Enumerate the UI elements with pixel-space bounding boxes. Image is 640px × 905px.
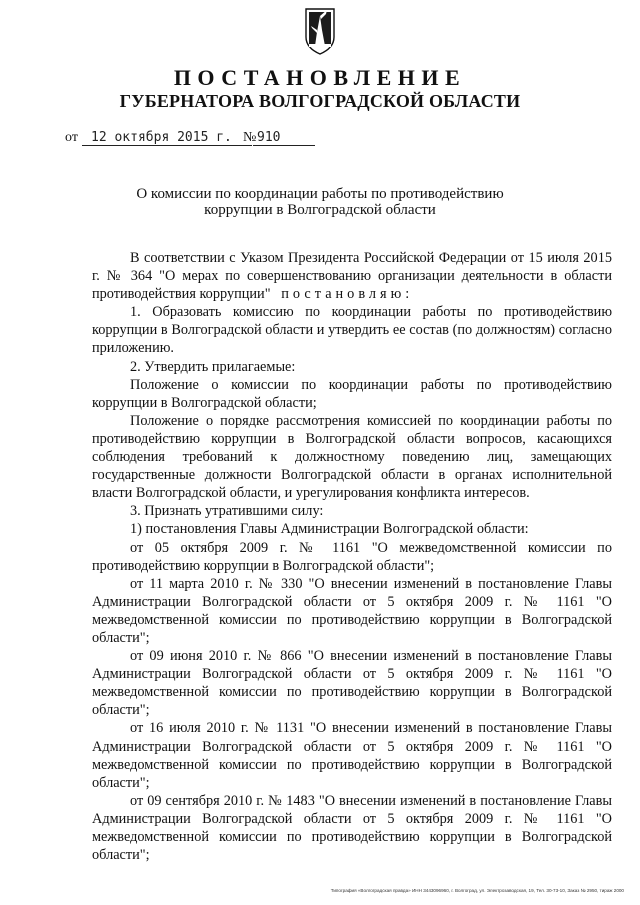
paragraph: от 09 сентября 2010 г. № 1483 "О внесении изменений в постановление Главы Администрации Волгоградской области от 5 октября 2009 г. № 1161 "О межведомственной комиссии по противодействию коррупции в Волгоградской области"; (92, 792, 612, 864)
document-title (0, 186, 640, 218)
document-body (92, 249, 612, 864)
document-type-title: ПОСТАНОВЛЕНИЕ (173, 65, 467, 90)
preamble-text: В соответствии с Указом Президента Российской Федерации от 15 июля 2015 г. № 364 "О мерах по совершенствованию организации деятельности в области противодействия коррупции" (92, 250, 612, 303)
number-label: № (243, 130, 257, 145)
paragraph: от 09 июня 2010 г. № 866 "О внесении изменений в постановление Главы Администрации Волгоградской области от 5 октября 2009 г. № 1161 "О межведомственной комиссии по противодействию коррупции в Волгоградской области"; (92, 648, 612, 719)
paragraph: от 05 октября 2009 г. № 1161 "О межведомственной комиссии по противодействию коррупции в Волгоградской области"; (92, 539, 612, 574)
date-value: 12 октября 2015 г. (91, 130, 232, 145)
paragraph-preamble (92, 249, 612, 303)
date-label: от (65, 130, 78, 145)
number-value: 910 (257, 130, 281, 145)
paragraph: от 16 июля 2010 г. № 1131 "О внесении изменений в постановление Главы Администрации Волгоградской области от 5 октября 2009 г. № 1161 "О межведомственной комиссии по противодействию коррупции в Волгоградской области"; (92, 720, 612, 791)
document-title-line: О комиссии по координации работы по противодействию (136, 186, 504, 202)
number-underline (253, 145, 315, 146)
paragraph: 1. Образовать комиссию по координации работы по противодействию коррупции в Волгоградской области и утвердить ее состав (по должностям) согласно приложению. (92, 304, 612, 357)
document-title-line: коррупции в Волгоградской области (204, 202, 436, 218)
paragraph: 1) постановления Главы Администрации Волгоградской области: (130, 521, 529, 538)
paragraph: Положение о комиссии по координации работы по противодействию коррупции в Волгоградской области; (92, 376, 612, 411)
paragraph: 3. Признать утратившими силу: (130, 503, 324, 520)
issuer-subtitle: ГУБЕРНАТОРА ВОЛГОГРАДСКОЙ ОБЛАСТИ (119, 91, 521, 111)
preamble-keyword: постановляю: (281, 286, 414, 303)
coat-of-arms-icon (303, 6, 337, 56)
date-underline (82, 145, 252, 146)
paragraph: 2. Утвердить прилагаемые: (130, 358, 296, 375)
paragraph: от 11 марта 2010 г. № 330 "О внесении изменений в постановление Главы Администрации Волгоградской области от 5 октября 2009 г. № 1161 "О межведомственной комиссии по противодействию коррупции в Волгоградской области"; (92, 575, 612, 646)
paragraph: Положение о порядке рассмотрения комиссией по координации работы по противодействию коррупции в Волгоградской области вопросов, касающихся соблюдения требований к должностному поведению лиц, замещающих государственные должности Волгоградской области в органах исполнительной власти Волгоградской области, и урегулирования конфликта интересов. (92, 412, 612, 502)
printer-imprint: Типография «Волгоградская правда» ИНН 3443096960, г. Волгоград, ул. Электрозаводская, 19, Тел. 30-73-10, Заказ № 2950, тираж 2000 (330, 888, 624, 893)
